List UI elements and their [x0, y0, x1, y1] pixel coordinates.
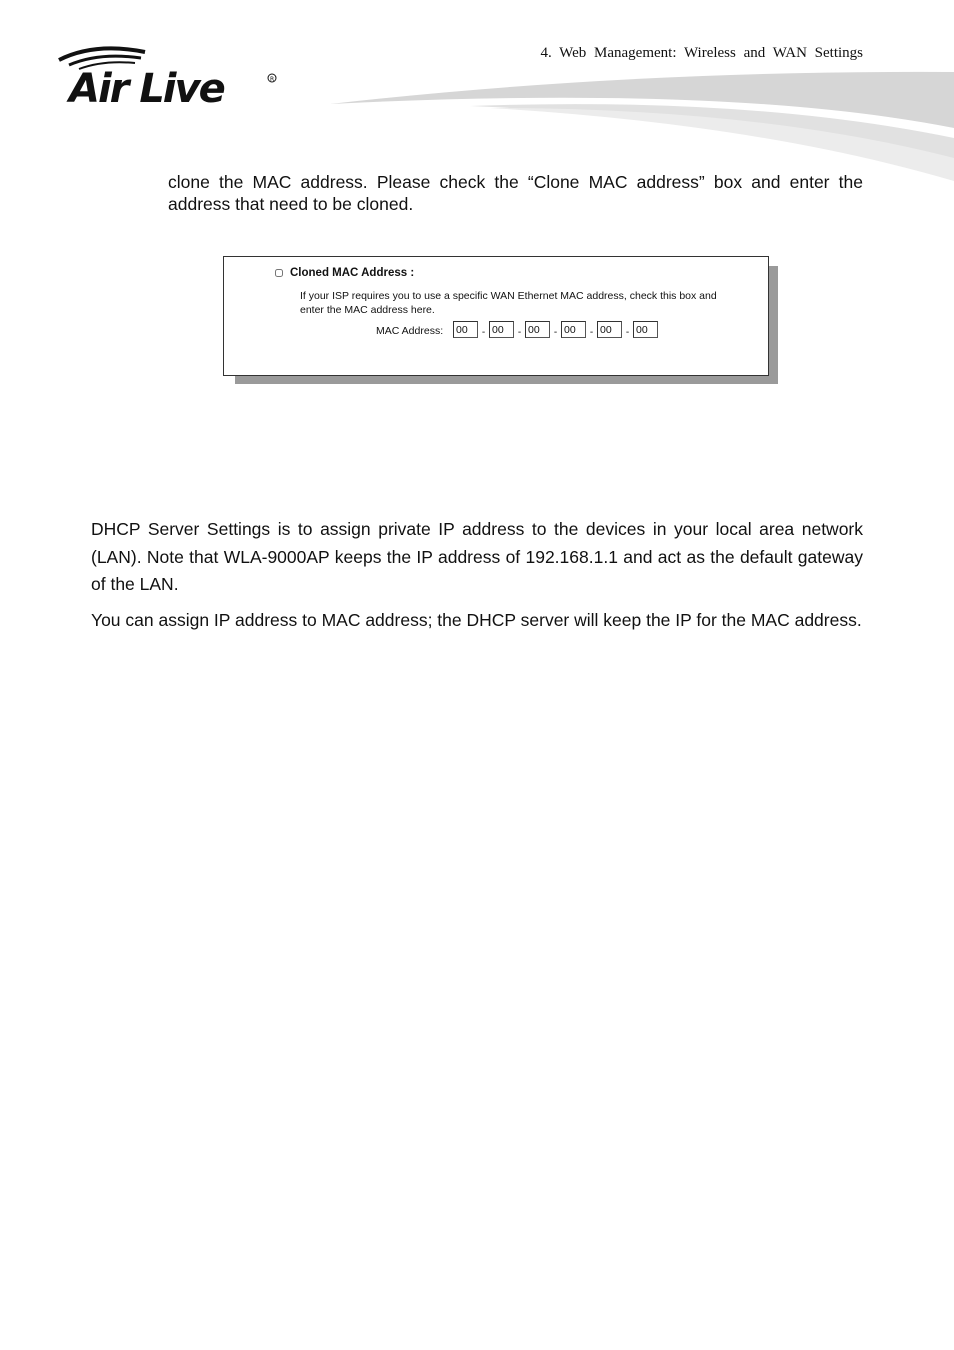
mac-octet-6-input[interactable]: [633, 321, 658, 338]
mac-octet-2-input[interactable]: [489, 321, 514, 338]
assign-ip-paragraph: You can assign IP address to MAC address; the DHCP server will keep the IP for the MAC address.: [91, 610, 862, 630]
clone-mac-label: Cloned MAC Address :: [290, 267, 415, 279]
page-header-title: 4. Web Management: Wireless and WAN Settings: [540, 45, 863, 61]
mac-octet-1-input[interactable]: [453, 321, 478, 338]
mac-octet-4-input[interactable]: [561, 321, 586, 338]
clone-mac-description: If your ISP requires you to use a specific WAN Ethernet MAC address, check this box and enter the MAC address here.: [300, 290, 717, 316]
clone-mac-checkbox[interactable]: [275, 269, 283, 277]
mac-separator: -: [481, 327, 486, 338]
mac-address-label: MAC Address:: [376, 325, 444, 337]
mac-separator: -: [625, 327, 630, 338]
mac-separator: -: [589, 327, 594, 338]
dhcp-paragraph: DHCP Server Settings is to assign private IP address to the devices in your local area network (LAN). Note that WLA-9000AP keeps the IP address of 192.168.1.1 and act as the default gateway of the LAN.: [91, 519, 863, 594]
intro-paragraph: clone the MAC address. Please check the “Clone MAC address” box and enter the address that need to be cloned.: [168, 172, 863, 214]
mac-octet-3-input[interactable]: [525, 321, 550, 338]
mac-address-fields: [453, 321, 658, 338]
svg-text:R: R: [270, 76, 275, 83]
mac-octet-5-input[interactable]: [597, 321, 622, 338]
mac-separator: -: [517, 327, 522, 338]
mac-separator: -: [553, 327, 558, 338]
svg-text:Air Live: Air Live: [69, 66, 224, 110]
header-swoosh-graphic: [330, 66, 954, 181]
clone-mac-panel: [223, 256, 769, 376]
airlive-logo: [55, 40, 285, 110]
